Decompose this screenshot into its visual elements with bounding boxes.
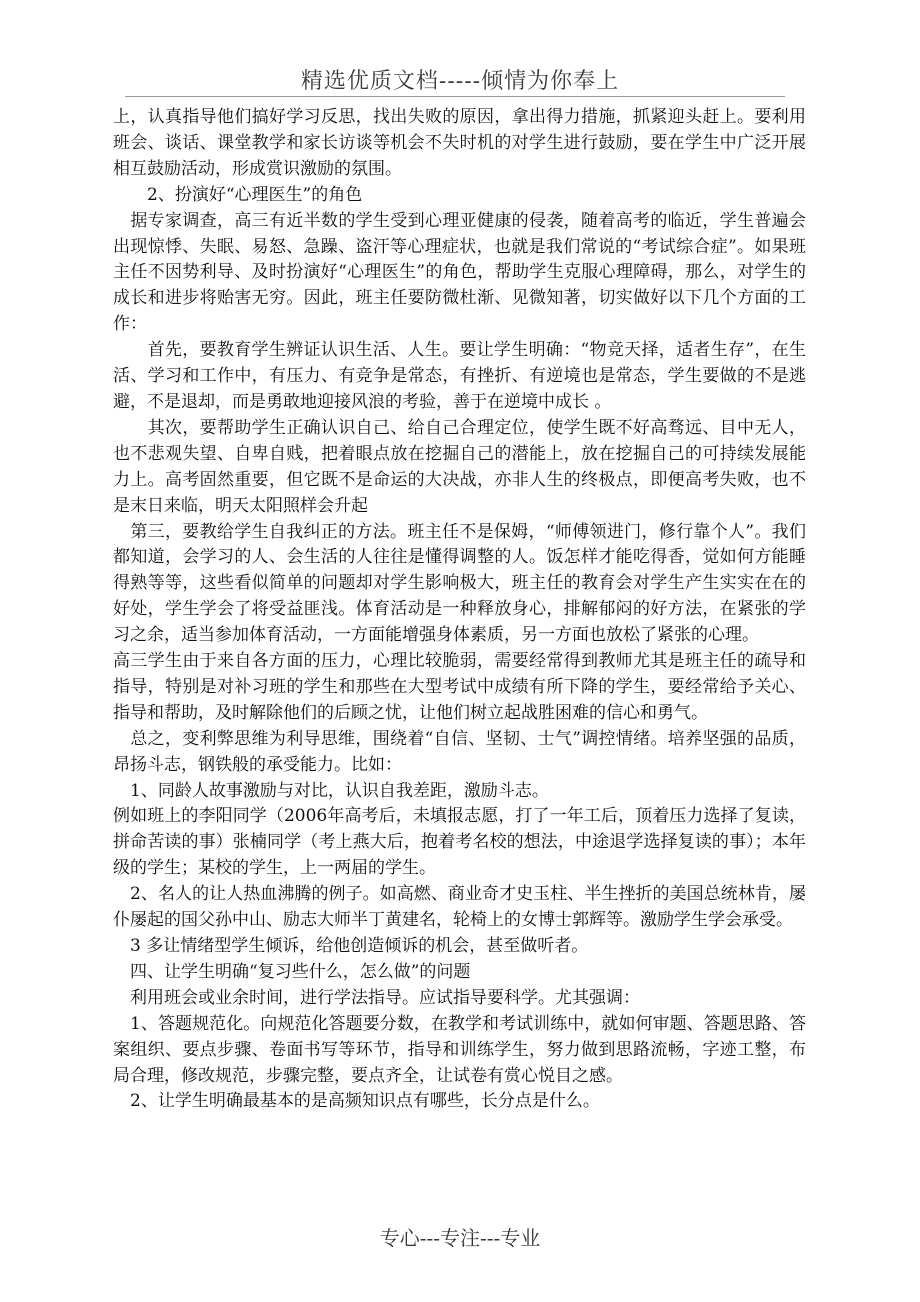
header-divider bbox=[125, 96, 785, 97]
paragraph: 首先，要教育学生辨证认识生活、人生。要让学生明确：“物竞天择，适者生存”，在生活、学习和工作中，有压力、有竞争是常态，有挫折、有逆境也是常态，学生要做的不是逃避，不是退却，而是勇敢地迎接风浪的考验，善于在逆境中成长 。 bbox=[113, 340, 806, 412]
paragraph: 例如班上的李阳同学（2006年高考后，未填报志愿，打了一年工后，顶着压力选择了复读，拼命苦读的事）张楠同学（考上燕大后，抱着考名校的想法，中途退学选择复读的事）；本年级的学生；某校的学生，上一两届的学生。 bbox=[113, 806, 806, 879]
paragraph: 总之，变利弊思维为利导思维，围绕着“自信、坚韧、士气”调控情绪。培养坚强的品质，昂扬斗志，钢铁般的承受能力。比如： bbox=[113, 728, 806, 775]
list-item: 1、同龄人故事激励与对比，认识自我差距，激励斗志。 bbox=[113, 780, 549, 801]
paragraph: 高三学生由于来自各方面的压力，心理比较脆弱，需要经常得到教师尤其是班主任的疏导和指导，特别是对补习班的学生和那些在大型考试中成绩有所下降的学生，要经常给予关心、指导和帮助，及时解除他们的后顾之忧，让他们树立起战胜困难的信心和勇气。 bbox=[113, 651, 806, 723]
list-item: 1、答题规范化。向规范化答题要分数，在教学和考试训练中，就如何审题、答题思路、答案组织、要点步骤、卷面书写等环节，指导和训练学生，努力做到思路流畅，字迹工整，布局合理，修改规范，步骤完整，要点齐全，让试卷有赏心悦目之感。 bbox=[113, 1013, 806, 1086]
section-heading: 四、让学生明确“复习些什么，怎么做”的问题 bbox=[113, 961, 471, 982]
list-item: 2、名人的让人热血沸腾的例子。如高燃、商业奇才史玉柱、半生挫折的美国总统林肯，屡仆屡起的国父孙中山、励志大师半丁黄建名，轮椅上的女博士郭辉等。激励学生学会承受。 bbox=[113, 884, 806, 931]
section-heading: 2、扮演好“心理医生”的角色 bbox=[113, 184, 363, 205]
list-item: 2、让学生明确最基本的是高频知识点有哪些，长分点是什么。 bbox=[113, 1091, 600, 1112]
paragraph: 第三，要教给学生自我纠正的方法。班主任不是保姆，“师傅领进门，修行靠个人”。我们都知道，会学习的人、会生活的人往往是懂得调整的人。饭怎样才能吃得香，觉如何方能睡得熟等等，这些看似简单的问题却对学生影响极大，班主任的教育会对学生产生实实在在的好处，学生学会了将受益匪浅。体育活动是一种释放身心，排解郁闷的好方法，在紧张的学习之余，适当参加体育活动，一方面能增强身体素质，另一方面也放松了紧张的心理。 bbox=[113, 521, 806, 646]
page-footer: 专心---专注---专业 bbox=[379, 1226, 541, 1250]
list-item: 3 多让情绪型学生倾诉，给他创造倾诉的机会，甚至做听者。 bbox=[113, 936, 589, 956]
page-header: 精选优质文档-----倾情为你奉上 bbox=[300, 69, 620, 94]
document-body bbox=[113, 105, 806, 1115]
paragraph: 据专家调查，高三有近半数的学生受到心理亚健康的侵袭，随着高考的临近，学生普遍会出现惊悸、失眠、易怒、急躁、盗汗等心理症状，也就是我们常说的“考试综合症”。如果班主任不因势利导、及时扮演好“心理医生”的角色，帮助学生克服心理障碍，那么，对学生的成长和进步将贻害无穷。因此，班主任要防微杜渐、见微知著，切实做好以下几个方面的工作： bbox=[113, 210, 806, 335]
paragraph: 其次，要帮助学生正确认识自己、给自己合理定位，使学生既不好高骛远、目中无人，也不悲观失望、自卑自贱，把着眼点放在挖掘自己的潜能上，放在挖掘自己的可持续发展能力上。高考固然重要，但它既不是命运的大决战，亦非人生的终极点，即便高考失败，也不是末日来临，明天太阳照样会升起 bbox=[113, 417, 806, 516]
paragraph: 利用班会或业余时间，进行学法指导。应试指导要科学。尤其强调： bbox=[113, 987, 640, 1008]
paragraph: 上，认真指导他们搞好学习反思，找出失败的原因，拿出得力措施，抓紧迎头赶上。要利用班会、谈话、课堂教学和家长访谈等机会不失时机的对学生进行鼓励，要在学生中广泛开展相互鼓励活动，形成赏识激励的氛围。 bbox=[113, 107, 806, 179]
